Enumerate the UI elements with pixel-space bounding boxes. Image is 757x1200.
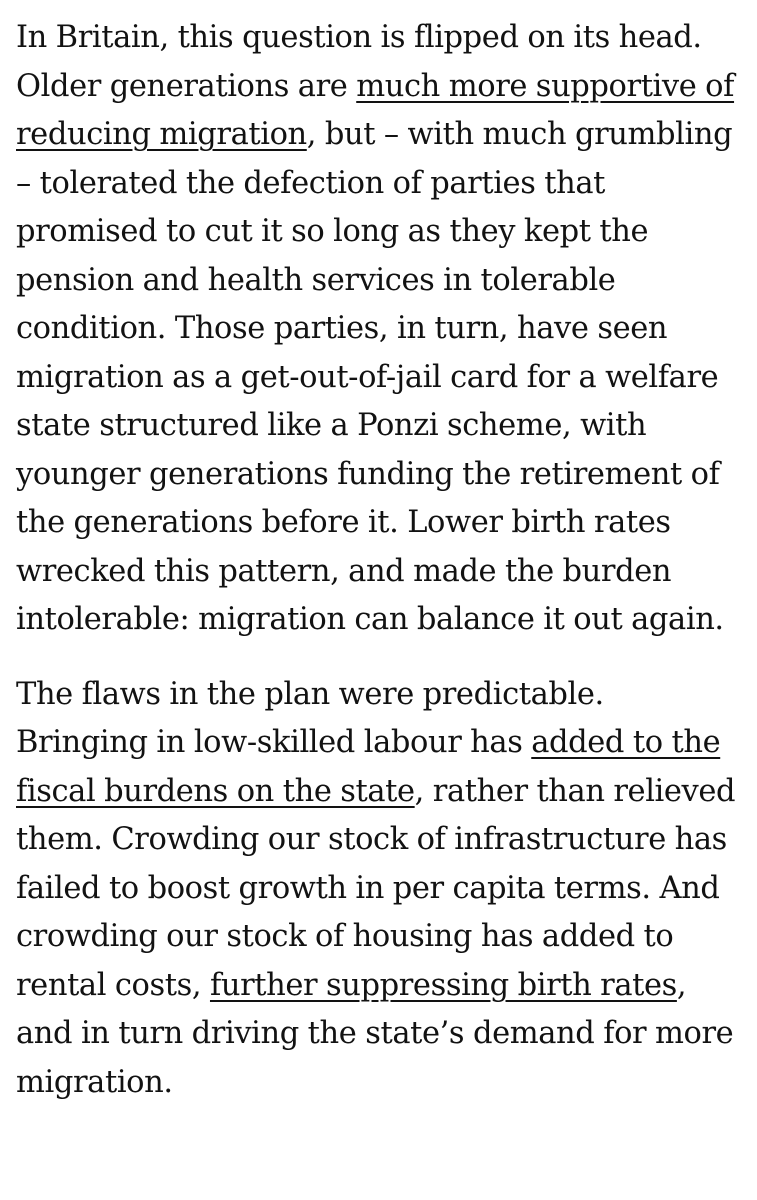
paragraph-text: , rather than relieved them. Crowding our stock of infrastructure has failed to boost growth in per capita terms. And crowding our stock of housing has added to rental costs, [16, 773, 736, 1003]
link-suppressing-birth-rates[interactable]: further suppressing birth rates [209, 967, 677, 1003]
article-paragraph [16, 14, 741, 645]
paragraph-text: , and in turn driving the state’s demand for more migration. [16, 967, 734, 1100]
article-paragraph [16, 671, 741, 1108]
link-fiscal-burdens[interactable]: added to the fiscal burdens on the state [16, 725, 721, 809]
paragraph-text: The flaws in the plan were predictable. Bringing in low-skilled labour has [16, 676, 604, 760]
link-reducing-migration-support[interactable]: much more supportive of reducing migration [16, 68, 735, 152]
paragraph-text: In Britain, this question is flipped on its head. Older generations are [16, 20, 702, 104]
paragraph-text: , but – with much grumbling – tolerated the defection of parties that promised to cut it so long as they kept the pension and health services in tolerable condition. Those parties, in turn, have seen migration as a get-out-of-jail card for a welfare state structured like a Ponzi scheme, with younger generations funding the retirement of the generations before it. Lower birth rates wrecked this pattern, and made the burden intolerable: migration can balance it out again. [16, 117, 733, 637]
